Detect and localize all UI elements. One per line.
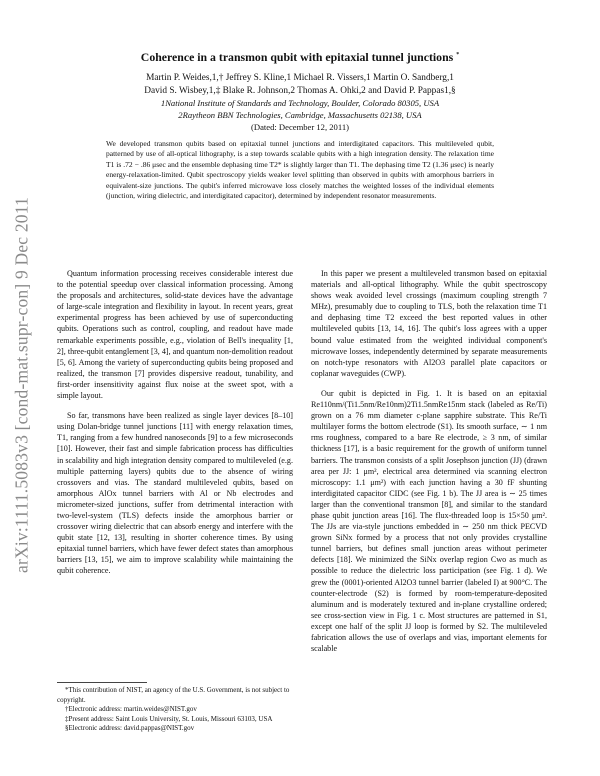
footnotes (57, 682, 293, 734)
left-column (57, 268, 293, 577)
affiliation-1: 1National Institute of Standards and Technology, Boulder, Colorado 80305, USA (160, 98, 440, 108)
title-footnote-mark: * (456, 52, 460, 59)
footnote-present-address: ‡Present address: Saint Louis University, St. Louis, Missouri 63103, USA (65, 714, 273, 723)
footnote-email-weides: †Electronic address: martin.weides@NIST.gov (65, 705, 197, 714)
authors (70, 72, 530, 97)
paper-title-text: Coherence in a transmon qubit with epitaxial tunnel junctions (140, 50, 454, 64)
right-paragraph-1: In this paper we present a multileveled transmon based on epitaxial materials and all-optical lithography. While the qubit spectroscopy shows weak avoided level crossings (maximum coupling strength 7 MHz), presumably due to coupling to TLS, both the relaxation time T1 and dephasing time T2 exceed the best reported values in other multileveled qubits [13, 14, 16]. The qubit's loss agrees with a upper bound value estimated from the weighted individual component's microwave losses, independently determined by separate measurements on notch-type resonators with Al2O3 parallel plate capacitors or coplanar waveguides (CWP). (311, 269, 547, 378)
left-paragraph-2: So far, transmons have been realized as single layer devices [8–10] using Dolan-bridge tunnel junctions [11] with energy relaxation times, T1, ranging from a few hundred nanoseconds [9] to a few microseconds [10]. However, their fast and simple fabrication process has difficulties in scalability and high integration density compared to multileveled (e.g. multiple patterning layers) qubits due to the absence of wiring crossovers and vias. The standard multileveled qubits, based on amorphous AlOx tunnel barriers with Al or Nb electrodes and micrometer-sized junctions, suffer from detrimental interaction with two-level-system (TLS) defects inside the amorphous barrier or crossover wiring dielectric that can absorb energy and interfere with the qubit state [12, 13], resulting in shorter coherence times. By using epitaxial tunnel barriers, which have fewer defect states than amorphous barriers [13, 15], we aim to improve scalability while maintaining the qubit coherence. (57, 411, 293, 576)
authors-line-2: David S. Wisbey,1,‡ Blake R. Johnson,2 Thomas A. Ohki,2 and David P. Pappas1,§ (144, 85, 456, 96)
paper-title (60, 50, 540, 65)
right-column (311, 268, 547, 654)
arxiv-id: arXiv:1111.5083v3 [cond-mat.supr-con] 9 Dec 2011 (11, 196, 32, 574)
right-paragraph-2: Our qubit is depicted in Fig. 1. It is based on an epitaxial Re110nm/(Ti1.5nm/Re10nm)2Ti1.5nmRe15nm stack (labeled as Re/Ti) grown on a 76 mm diameter c-plane sapphire substrate. This Re/Ti multilayer forms the bottom electrode (S1). Its smooth surface, ∼ 1 nm rms roughness, compared to a bare Re electrode, ≥ 3 nm, of similar thickness [17], is a basic requirement for the growth of uniform tunnel barriers. The transmon consists of a split Josephson junction (JJ) (drawn area per JJ: 1 μm², electrical area determined via scanning electron microscopy: 1.1 μm²) with each junction having a 30 fF shunting interdigitated capacitor CIDC (see Fig. 1 b). The JJ area is ∼ 25 times larger than the conventional transmon [8], and similar to the standard phase qubit junction areas [16]. The flux-threaded loop is 15×50 μm². The JJs are via-style junctions embedded in ∼ 250 nm thick PECVD grown SiNx formed by a process that not only provides crystalline tunnel barriers, but defines small junction areas without perimeter defects [18]. We minimized the SiNx overlap region Cwo as much as possible to reduce the dielectric loss participation (see Fig. 1 d). We grew the (0001)-oriented Al2O3 tunnel barrier (labeled I) at 900°C. The counter-electrode (S2) is formed by room-temperature-deposited aluminum and is moderately textured and in-plane crystalline ordered; see cross-section view in Fig. 1 c. Most structures are patterned in S1, except one half of the split JJ loop is formed by S2. The multileveled fabrication allows the use of overlaps and vias, important elements for scalable (311, 388, 547, 654)
authors-line-1: Martin P. Weides,1,† Jeffrey S. Kline,1 Michael R. Vissers,1 Martin O. Sandberg,1 (146, 73, 454, 83)
footnote-email-pappas: §Electronic address: david.pappas@NIST.gov (65, 724, 195, 733)
footnote-copyright: *This contribution of NIST, an agency of the U.S. Government, is not subject to copyright. (57, 686, 290, 704)
dated-line: (Dated: December 12, 2011) (251, 122, 349, 132)
footnote-rule (57, 682, 147, 683)
arxiv-stamp (10, 150, 34, 620)
affiliation-2: 2Raytheon BBN Technologies, Cambridge, Massachusetts 02138, USA (178, 109, 422, 120)
affiliations (70, 98, 530, 121)
left-paragraph-1: Quantum information processing receives considerable interest due to the potential speedup over classical information processing. Among the proposals and architectures, solid-state devices have the advantage of large-scale integration and flexibility in layout. In recent years, great experimental progress has been achieved by use of superconducting qubits. Operations such as control, coupling, and readout have made remarkable experiments possible, e.g., violation of Bell's inequality [1, 2], three-qubit entanglement [3, 4], and quantum non-demolition readout [5, 6]. Among the variety of superconducting qubits being proposed and realized, the transmon [7] provides dispersive readout, tunability, and first-order insensitivity against flux noise at the sweet spot, with a simple layout. (57, 269, 293, 401)
abstract: We developed transmon qubits based on epitaxial tunnel junctions and interdigitated capacitors. This multileveled qubit, patterned by use of all-optical lithography, is a step towards scalable qubits with a high integration density. The relaxation time T1 is .72 − .86 μsec and the ensemble dephasing time T2* is slightly larger than T1. The dephasing time T2 (1.36 μsec) is nearly energy-relaxation-limited. Qubit spectroscopy yields weaker level splitting than observed in qubits with amorphous barriers in equivalent-size junctions. The qubit's inferred microwave loss closely matches the weighted losses of the individual elements (junction, wiring dielectric, and interdigitated capacitor), determined by independent resonator measurements. (106, 139, 494, 201)
